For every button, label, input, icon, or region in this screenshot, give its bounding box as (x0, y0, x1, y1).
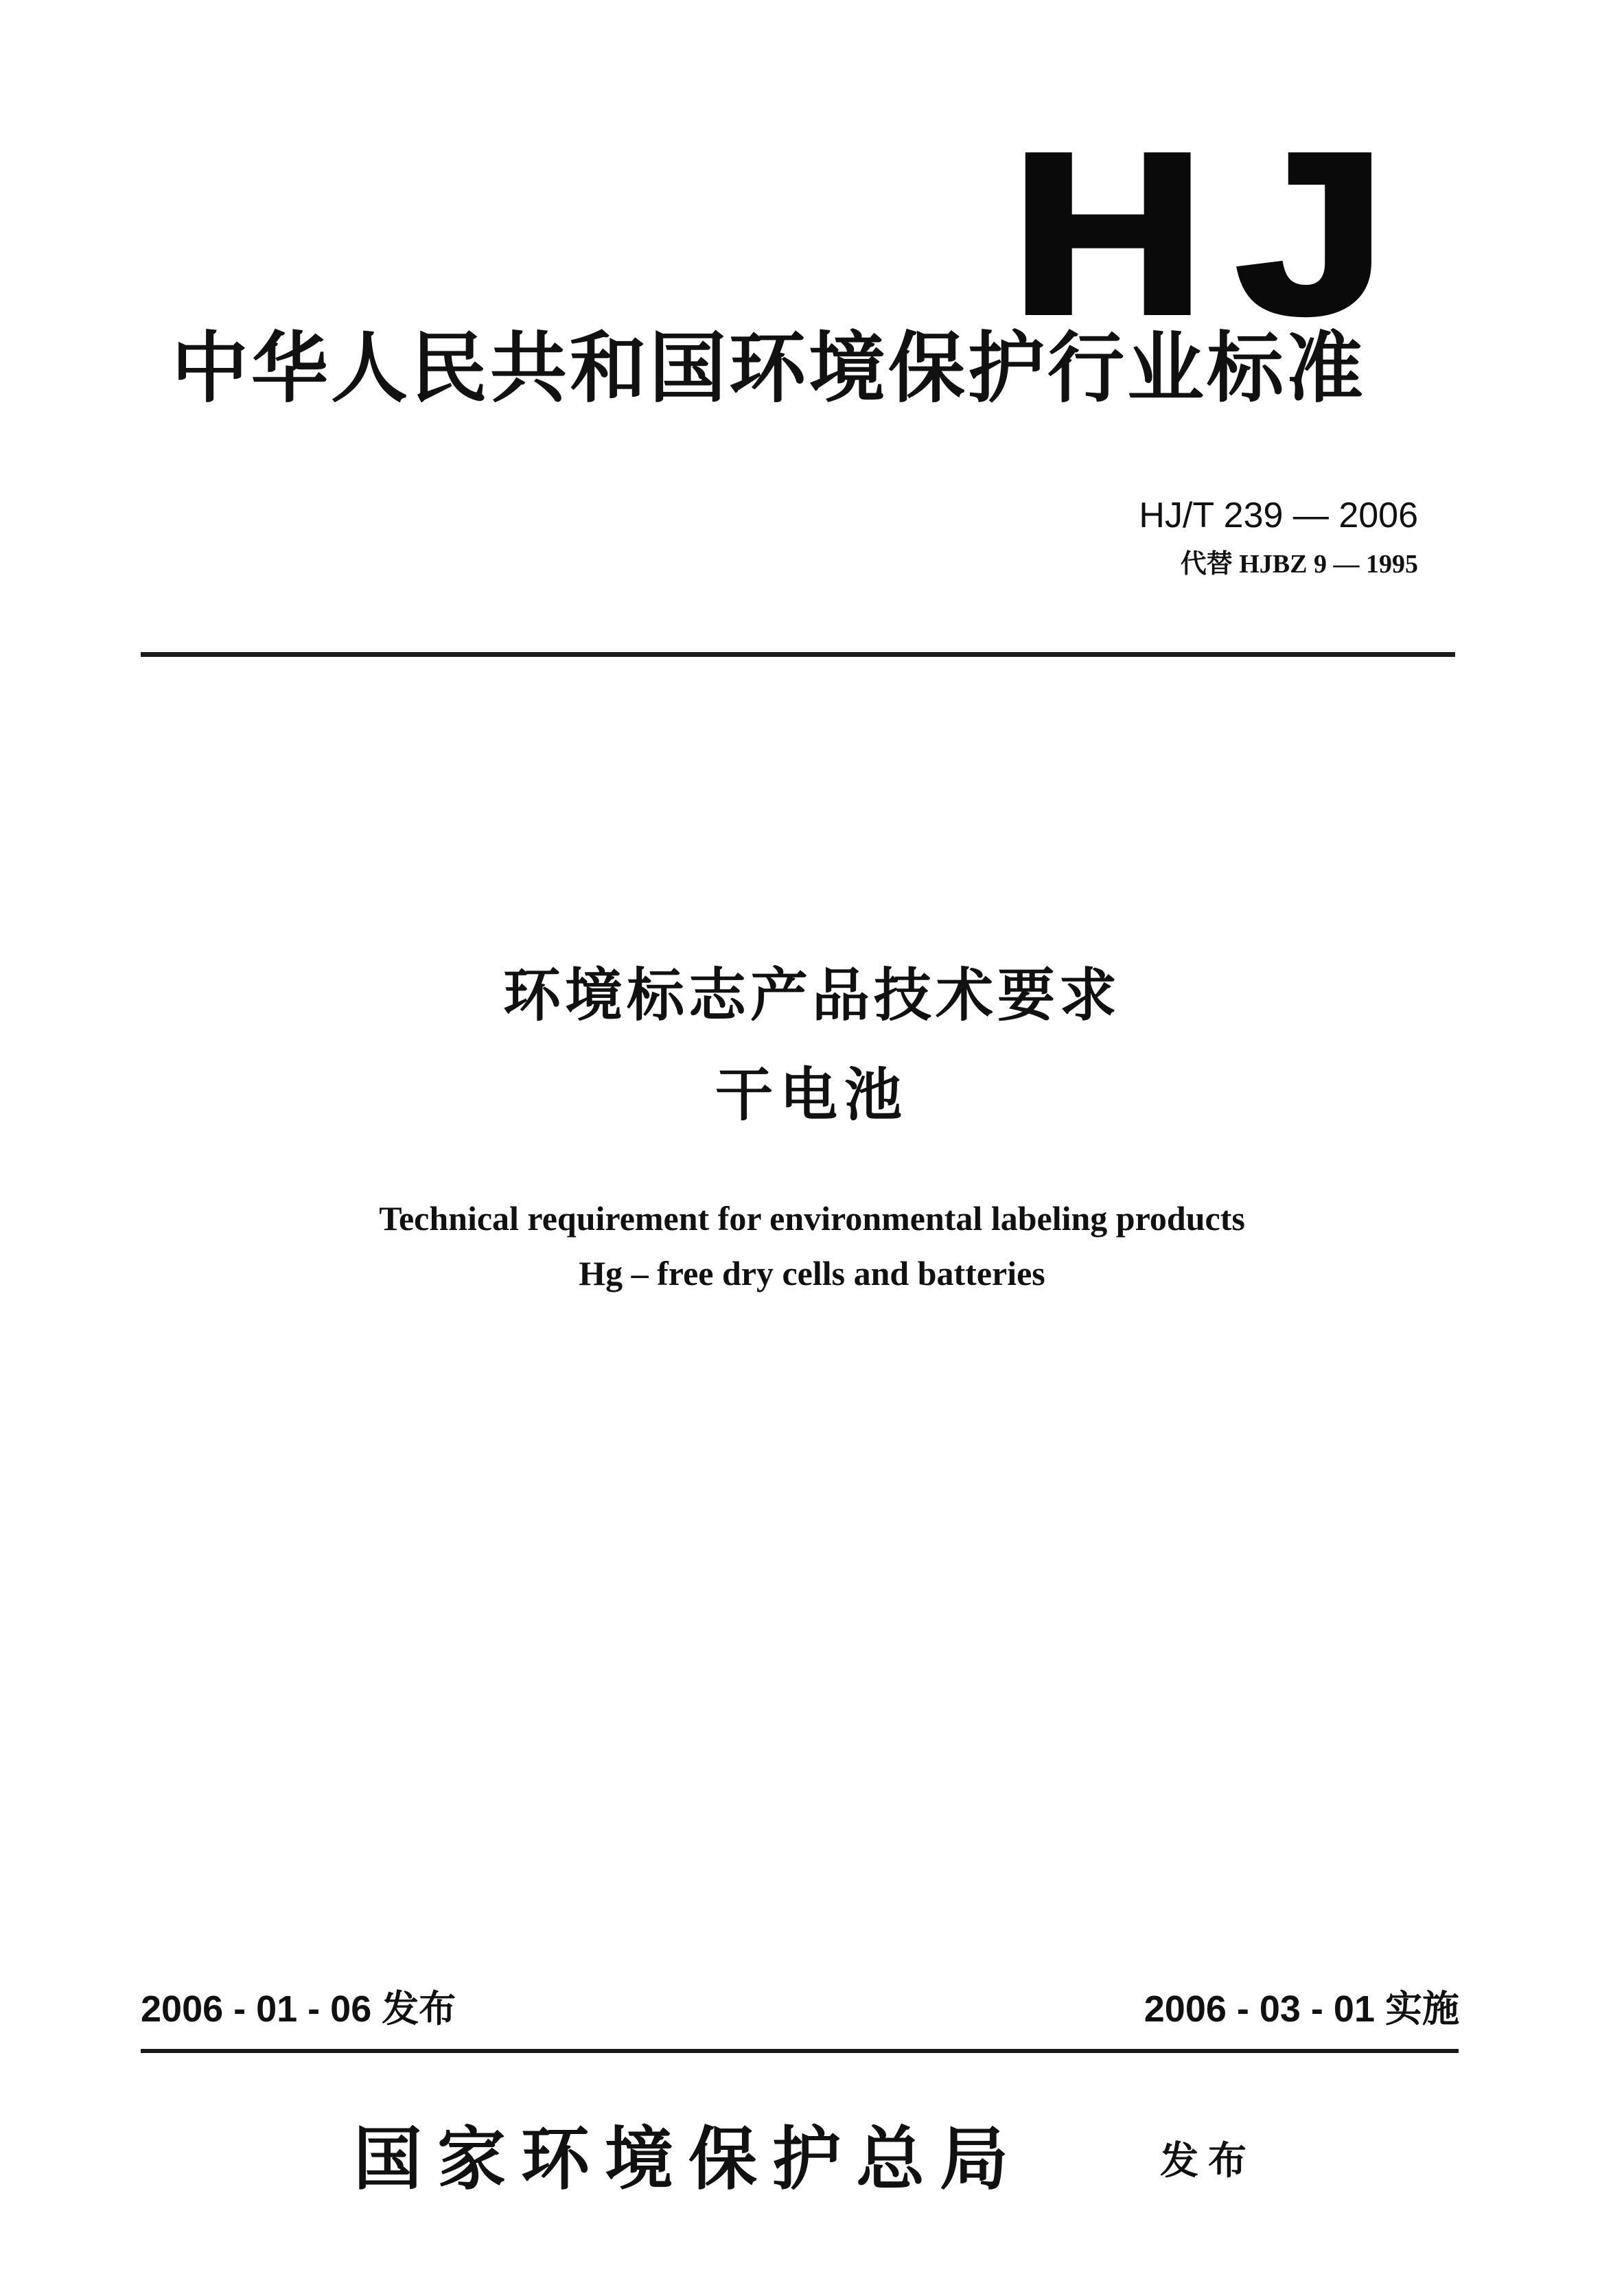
replaces-standard: 代替 HJBZ 9 — 1995 (1180, 550, 1418, 579)
document-subtitle-cn: 干电池 (715, 1061, 909, 1128)
standard-number: HJ/T 239 — 2006 (1139, 496, 1418, 535)
hj-logo: HJ (1011, 106, 1418, 360)
effective-date: 2006 - 03 - 01 实施 (1144, 1988, 1459, 2030)
standard-category-title: 中华人民共和国环境保护行业标准 (172, 324, 1366, 413)
publish-label: 发布 (1160, 2138, 1256, 2183)
bottom-divider (141, 2049, 1459, 2053)
top-divider (141, 652, 1455, 657)
document-title-cn: 环境标志产品技术要求 (502, 962, 1121, 1029)
document-subtitle-en: Hg – free dry cells and batteries (579, 1254, 1045, 1292)
issue-date: 2006 - 01 - 06 发布 (141, 1988, 456, 2030)
document-title-en: Technical requirement for environmental labeling products (379, 1199, 1245, 1238)
publisher-name: 国家环境保护总局 (353, 2118, 1023, 2199)
